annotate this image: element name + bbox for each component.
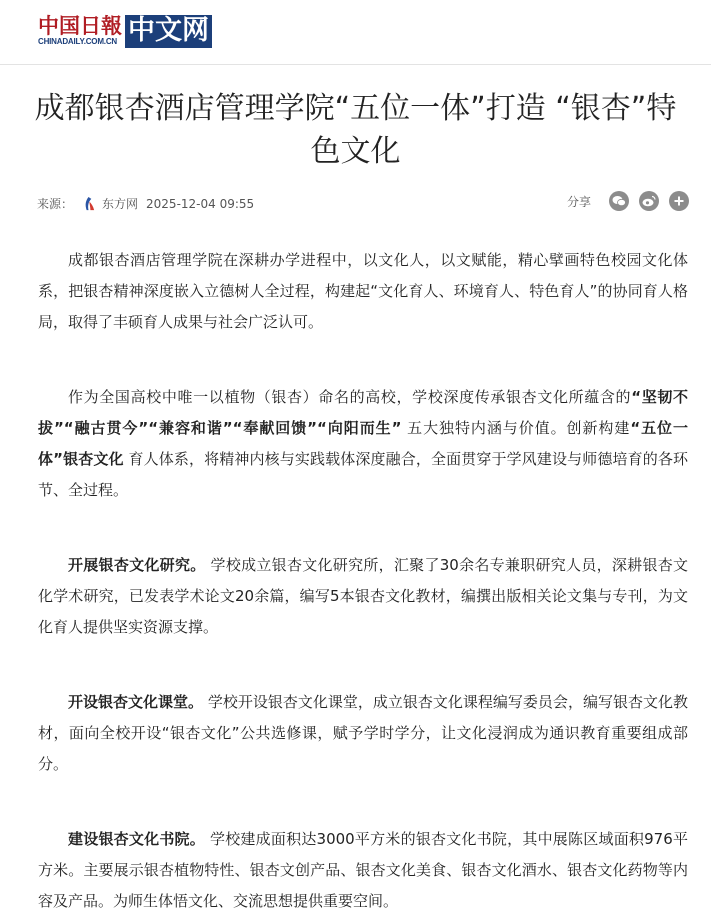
article-body <box>38 245 688 917</box>
emphasis-text: 建设银杏文化书院。 <box>68 830 205 848</box>
share-label: 分享 <box>566 194 591 209</box>
logo-channel-badge: 中文网 <box>125 15 212 48</box>
article-paragraph <box>38 824 688 917</box>
article-paragraph <box>38 245 688 338</box>
emphasis-text: 开设银杏文化课堂。 <box>68 693 204 711</box>
weibo-icon[interactable] <box>639 191 659 211</box>
paragraph-text: 学校开设银杏文化课堂，成立银杏文化课程编写委员会，编写银杏文化教材，面向全校开设“银杏文化”公共选修课，赋予学时学分，让文化浸润成为通识教育重要组成部分。 <box>38 693 688 773</box>
wechat-icon[interactable] <box>609 191 629 211</box>
publish-date: 2025-12-04 09:55 <box>146 196 255 211</box>
article-paragraph <box>38 550 688 643</box>
paragraph-text: 成都银杏酒店管理学院在深耕办学进程中，以文化人，以文赋能，精心擘画特色校园文化体系，把银杏精神深度嵌入立德树人全过程，构建起“文化育人、环境育人、特色育人”的协同育人格局，取得了丰硕育人成果与社会广泛认可。 <box>38 251 688 331</box>
paragraph-text: 学校成立银杏文化研究所，汇聚了30余名专兼职研究人员，深耕银杏文化学术研究，已发表学术论文20余篇，编写5本银杏文化教材，编撰出版相关论文集与专刊，为文化育人提供坚实资源支撑。 <box>38 556 688 636</box>
paragraph-text: 作为全国高校中唯一以植物（银杏）命名的高校，学校深度传承银杏文化所蕴含的 <box>68 388 632 406</box>
source-name[interactable]: 东方网 <box>102 197 139 211</box>
article-paragraph <box>38 382 688 506</box>
article-title: 成都银杏酒店管理学院“五位一体”打造 “银杏”特色文化 <box>34 91 677 169</box>
emphasis-text: “坚韧不拔”“融古贯今”“兼容和谐”“奉献回馈”“向阳而生” <box>38 388 688 437</box>
emphasis-text: “五位一体”银杏文化 <box>38 419 688 468</box>
logo-english: CHINADAILY.COM.CN <box>38 37 117 46</box>
dongfang-logo-icon <box>81 196 96 211</box>
more-plus-icon[interactable] <box>669 191 689 211</box>
logo-chinese: 中国日報 <box>38 13 122 38</box>
site-logo[interactable] <box>38 15 212 48</box>
article-source <box>37 195 254 212</box>
source-label: 来源： <box>37 197 74 211</box>
article-meta <box>0 189 711 219</box>
paragraph-text: 学校建成面积达3000平方米的银杏文化书院，其中展陈区域面积976平方米。主要展示银杏植物特性、银杏文创产品、银杏文化美食、银杏文化酒水、银杏文化药物等内容及产品。为师生体悟文化、交流思想提供重要空间。 <box>38 830 688 910</box>
paragraph-text: 育人体系，将精神内核与实践载体深度融合，全面贯穿于学风建设与师德培育的各环节、全过程。 <box>38 450 688 499</box>
emphasis-text: 开展银杏文化研究。 <box>68 556 206 574</box>
article-paragraph <box>38 687 688 780</box>
site-header <box>0 0 711 65</box>
paragraph-text: 五大独特内涵与价值。创新构建 <box>401 419 631 437</box>
share-bar <box>567 191 689 211</box>
logo-text-group <box>38 15 122 46</box>
